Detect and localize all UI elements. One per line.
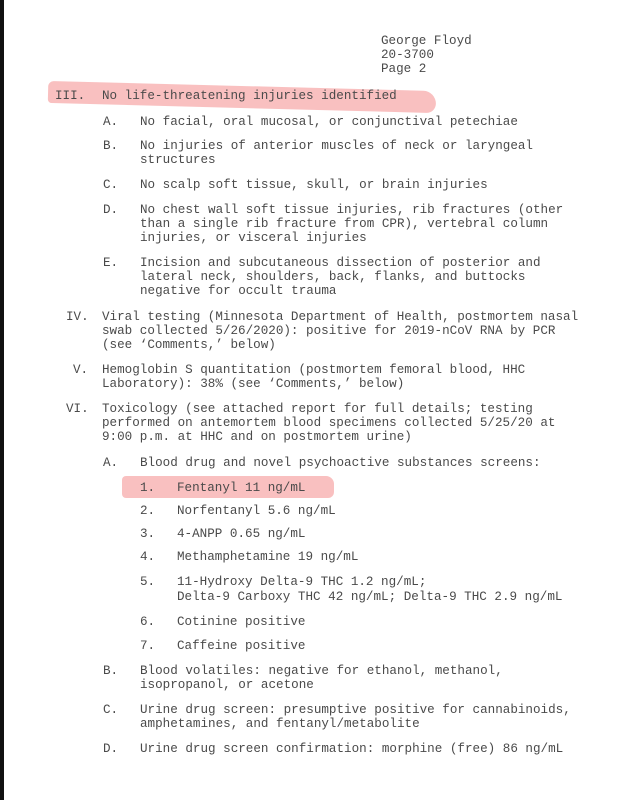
item-label: A. bbox=[103, 115, 119, 129]
item-text: isopropanol, or acetone bbox=[140, 678, 314, 692]
subitem-text: 11-Hydroxy Delta-9 THC 1.2 ng/mL; bbox=[177, 575, 427, 589]
item-text: No chest wall soft tissue injuries, rib fractures (other bbox=[140, 203, 564, 217]
item-text: Urine drug screen confirmation: morphine (free) 86 ng/mL bbox=[140, 742, 564, 756]
item-label: C. bbox=[103, 703, 119, 717]
item-label: E. bbox=[103, 256, 119, 270]
item-label: B. bbox=[103, 139, 119, 153]
subitem-label: 1. bbox=[140, 481, 156, 495]
subitem-label: 6. bbox=[140, 615, 156, 629]
item-label: B. bbox=[103, 664, 119, 678]
subitem-text: 4-ANPP 0.65 ng/mL bbox=[177, 527, 306, 541]
item-text: injuries, or visceral injuries bbox=[140, 231, 367, 245]
item-text: negative for occult trauma bbox=[140, 284, 337, 298]
item-text: Incision and subcutaneous dissection of posterior and bbox=[140, 256, 541, 270]
section-number: III. bbox=[55, 89, 86, 103]
item-text: Urine drug screen: presumptive positive for cannabinoids, bbox=[140, 703, 571, 717]
section-text: No life-threatening injuries identified bbox=[102, 89, 397, 103]
subitem-text: Caffeine positive bbox=[177, 639, 306, 653]
subitem-text: Cotinine positive bbox=[177, 615, 306, 629]
item-text: Blood volatiles: negative for ethanol, methanol, bbox=[140, 664, 503, 678]
subitem-label: 2. bbox=[140, 504, 156, 518]
item-label: D. bbox=[103, 203, 119, 217]
section-text: 9:00 p.m. at HHC and on postmortem urine) bbox=[102, 430, 412, 444]
item-text: No injuries of anterior muscles of neck or laryngeal bbox=[140, 139, 533, 153]
subitem-label: 4. bbox=[140, 550, 156, 564]
item-label: D. bbox=[103, 742, 119, 756]
section-text: Viral testing (Minnesota Department of Health, postmortem nasal bbox=[102, 310, 579, 324]
item-text: amphetamines, and fentanyl/metabolite bbox=[140, 717, 420, 731]
patient-name: George Floyd bbox=[381, 34, 472, 48]
section-text: Hemoglobin S quantitation (postmortem femoral blood, HHC bbox=[102, 363, 526, 377]
item-text: No facial, oral mucosal, or conjunctival petechiae bbox=[140, 115, 518, 129]
page-edge bbox=[0, 0, 4, 800]
subitem-text: Delta-9 Carboxy THC 42 ng/mL; Delta-9 THC 2.9 ng/mL bbox=[177, 590, 563, 604]
page-number: Page 2 bbox=[381, 62, 427, 76]
item-text: structures bbox=[140, 153, 216, 167]
section-text: (see ‘Comments,’ below) bbox=[102, 338, 276, 352]
section-text: Laboratory): 38% (see ‘Comments,’ below) bbox=[102, 377, 405, 391]
section-text: swab collected 5/26/2020): positive for 2019-nCoV RNA by PCR bbox=[102, 324, 556, 338]
item-text: than a single rib fracture from CPR), vertebral column bbox=[140, 217, 549, 231]
item-label: A. bbox=[103, 456, 119, 470]
subitem-label: 3. bbox=[140, 527, 156, 541]
item-text: Blood drug and novel psychoactive substances screens: bbox=[140, 456, 541, 470]
subitem-label: 5. bbox=[140, 575, 156, 589]
case-number: 20-3700 bbox=[381, 48, 434, 62]
item-text: lateral neck, shoulders, back, flanks, and buttocks bbox=[140, 270, 526, 284]
section-text: Toxicology (see attached report for full details; testing bbox=[102, 402, 533, 416]
subitem-label: 7. bbox=[140, 639, 156, 653]
item-text: No scalp soft tissue, skull, or brain injuries bbox=[140, 178, 488, 192]
section-number: IV. bbox=[66, 310, 89, 324]
section-number: VI. bbox=[66, 402, 89, 416]
section-text: performed on antemortem blood specimens collected 5/25/20 at bbox=[102, 416, 556, 430]
item-label: C. bbox=[103, 178, 119, 192]
subitem-text: Norfentanyl 5.6 ng/mL bbox=[177, 504, 336, 518]
subitem-text: Methamphetamine 19 ng/mL bbox=[177, 550, 359, 564]
section-number: V. bbox=[73, 363, 89, 377]
subitem-text: Fentanyl 11 ng/mL bbox=[177, 481, 306, 495]
